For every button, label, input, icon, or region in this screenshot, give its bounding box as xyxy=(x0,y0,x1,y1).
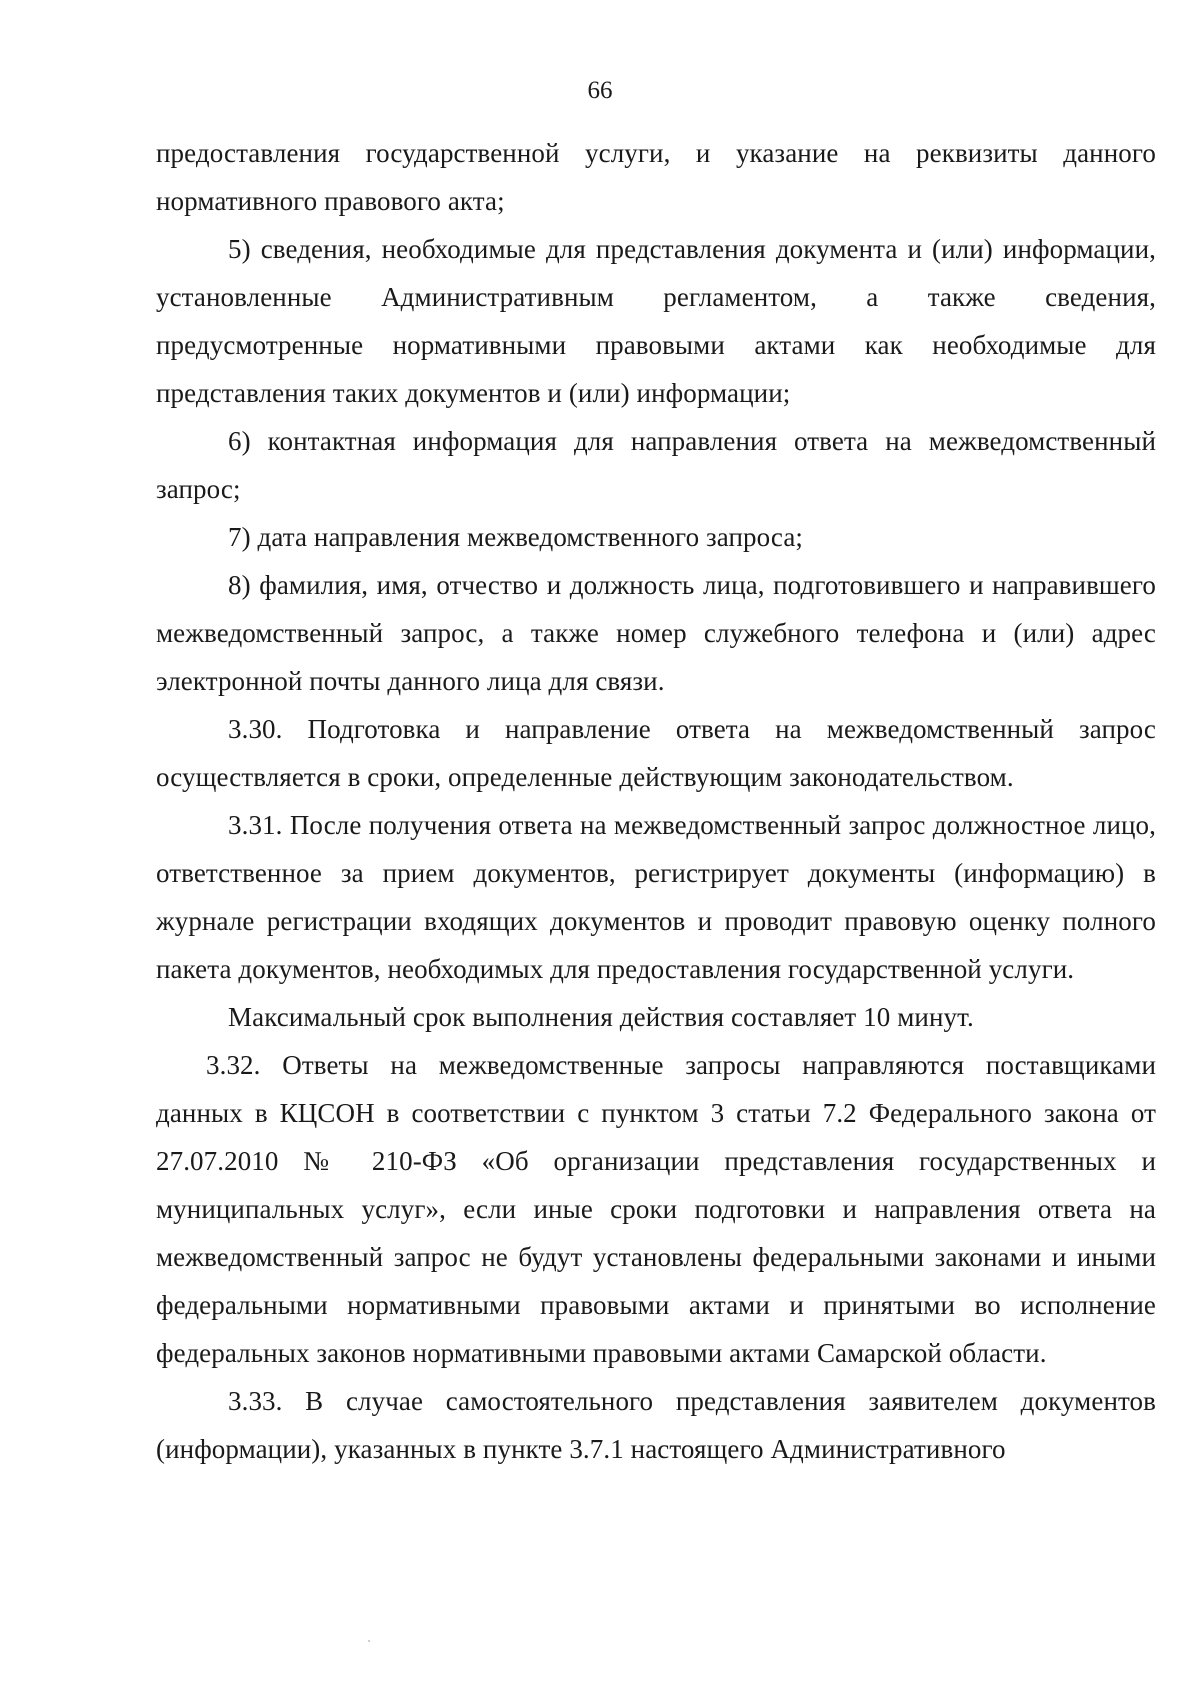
paragraph-item-7: 7) дата направления межведомственного запроса; xyxy=(228,522,804,552)
paragraph-item-8: 8) фамилия, имя, отчество и должность лица, подготовившего и направившего межведомственный запрос, а также номер служебного телефона и (или) адрес электронной почты данного лица для связи. xyxy=(156,570,1156,696)
paragraph-3-32: 3.32. Ответы на межведомственные запросы направляются поставщиками данных в КЦСОН в соответствии с пунктом 3 статьи 7.2 Федерального закона от 27.07.2010 № 210-ФЗ «Об организации представления государственных и муниципальных услуг», если иные сроки подготовки и направления ответа на межведомственный запрос не будут установлены федеральными законами и иными федеральными нормативными правовыми актами и принятыми во исполнение федеральных законов нормативными правовыми актами Самарской области. xyxy=(156,1050,1156,1368)
paragraph-max-time: Максимальный срок выполнения действия составляет 10 минут. xyxy=(228,1002,974,1032)
paragraph-3-30: 3.30. Подготовка и направление ответа на межведомственный запрос осуществляется в сроки, определенные действующим законодательством. xyxy=(156,714,1156,792)
paragraph-3-31: 3.31. После получения ответа на межведомственный запрос должностное лицо, ответственное за прием документов, регистрирует документы (информацию) в журнале регистрации входящих документов и проводит правовую оценку полного пакета документов, необходимых для предоставления государственной услуги. xyxy=(156,810,1156,984)
paragraph-continuation: предоставления государственной услуги, и указание на реквизиты данного нормативного правового акта; xyxy=(156,138,1156,216)
scan-speck xyxy=(368,1640,370,1642)
page-number: 66 xyxy=(587,77,613,104)
paragraph-3-33: 3.33. В случае самостоятельного представления заявителем документов (информации), указанных в пункте 3.7.1 настоящего Административного xyxy=(156,1386,1156,1464)
paragraph-item-6: 6) контактная информация для направления ответа на межведомственный запрос; xyxy=(156,426,1156,504)
paragraph-item-5: 5) сведения, необходимые для представления документа и (или) информации, установленные Административным регламентом, а также сведения, предусмотренные нормативными правовыми актами как необходимые для представления таких документов и (или) информации; xyxy=(156,234,1156,408)
document-body xyxy=(156,129,1156,1473)
